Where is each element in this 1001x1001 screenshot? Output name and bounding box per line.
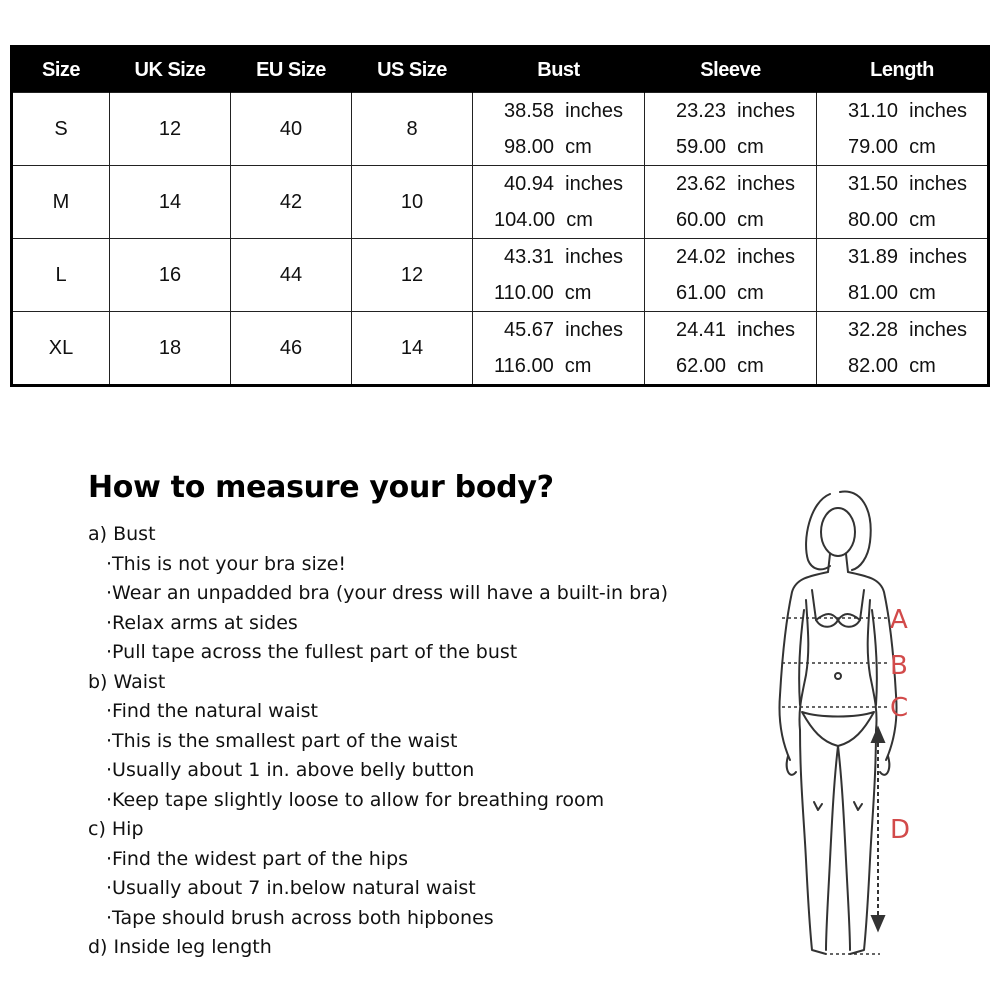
length-inches: 31.50 inches — [848, 173, 967, 195]
header-length: Length — [817, 47, 989, 93]
sleeve-cm: 60.00 cm — [676, 209, 764, 231]
cell-us-size: 14 — [352, 312, 473, 386]
bust-inches: 38.58 inches — [504, 100, 623, 122]
table-row — [12, 239, 989, 312]
cell-size: XL — [12, 312, 110, 386]
cell-bust — [473, 166, 645, 239]
inside-leg-arrow — [872, 728, 884, 930]
table-row — [12, 93, 989, 166]
cell-bust — [473, 312, 645, 386]
header-sleeve: Sleeve — [645, 47, 817, 93]
cell-size: S — [12, 93, 110, 166]
sleeve-inches: 24.41 inches — [676, 319, 795, 341]
bust-cm: 104.00 cm — [494, 209, 593, 231]
sleeve-cm: 62.00 cm — [676, 355, 764, 377]
cell-sleeve — [645, 93, 817, 166]
cell-sleeve — [645, 312, 817, 386]
cell-us-size: 10 — [352, 166, 473, 239]
list-item: ·Pull tape across the fullest part of the bust — [106, 641, 518, 663]
length-inches: 31.10 inches — [848, 100, 967, 122]
cell-us-size: 8 — [352, 93, 473, 166]
guide-title: How to measure your body? — [88, 470, 554, 505]
cell-size: M — [12, 166, 110, 239]
length-cm: 79.00 cm — [848, 136, 936, 158]
cell-bust — [473, 93, 645, 166]
cell-length — [817, 239, 989, 312]
table-row — [12, 166, 989, 239]
cell-eu-size: 40 — [231, 93, 352, 166]
table-row — [12, 312, 989, 386]
list-item: ·Usually about 7 in.below natural waist — [106, 877, 476, 899]
cell-uk-size: 18 — [110, 312, 231, 386]
cell-bust — [473, 239, 645, 312]
guide-section-waist: b) Waist — [88, 670, 166, 693]
header-us-size: US Size — [352, 47, 473, 93]
cell-eu-size: 44 — [231, 239, 352, 312]
cell-sleeve — [645, 166, 817, 239]
sleeve-inches: 23.23 inches — [676, 100, 795, 122]
label-a: A — [890, 605, 908, 635]
label-d: D — [890, 815, 911, 845]
sleeve-cm: 59.00 cm — [676, 136, 764, 158]
length-cm: 81.00 cm — [848, 282, 936, 304]
cell-length — [817, 166, 989, 239]
guide-section-hip: c) Hip — [88, 818, 144, 840]
list-item: ·This is the smallest part of the waist — [106, 729, 458, 752]
bust-inches: 43.31 inches — [504, 246, 623, 268]
length-inches: 31.89 inches — [848, 246, 967, 268]
header-size: Size — [12, 47, 110, 93]
bust-inches: 40.94 inches — [504, 173, 623, 195]
body-measurement-figure — [760, 480, 960, 970]
list-item: ·This is not your bra size! — [106, 552, 347, 575]
label-c: C — [890, 693, 909, 723]
cell-us-size: 12 — [352, 239, 473, 312]
list-item: ·Wear an unpadded bra (your dress will have a built-in bra) — [106, 582, 669, 604]
length-cm: 80.00 cm — [848, 209, 936, 231]
cell-length — [817, 93, 989, 166]
guide-list — [88, 520, 768, 963]
cell-sleeve — [645, 239, 817, 312]
list-item: ·Relax arms at sides — [106, 611, 298, 634]
sleeve-inches: 24.02 inches — [676, 246, 795, 268]
cell-uk-size: 14 — [110, 166, 231, 239]
list-item: ·Find the widest part of the hips — [106, 847, 409, 870]
header-bust: Bust — [473, 47, 645, 93]
header-uk-size: UK Size — [110, 47, 231, 93]
cell-uk-size: 12 — [110, 93, 231, 166]
length-cm: 82.00 cm — [848, 355, 936, 377]
bust-cm: 98.00 cm — [504, 136, 592, 158]
measuring-guide — [88, 466, 768, 963]
list-item: ·Usually about 1 in. above belly button — [106, 759, 475, 781]
cell-size: L — [12, 239, 110, 312]
guide-section-bust: a) Bust — [88, 523, 156, 545]
cell-uk-size: 16 — [110, 239, 231, 312]
length-inches: 32.28 inches — [848, 319, 967, 341]
list-item: ·Keep tape slightly loose to allow for breathing room — [106, 788, 605, 811]
cell-eu-size: 42 — [231, 166, 352, 239]
sleeve-inches: 23.62 inches — [676, 173, 795, 195]
bust-cm: 110.00 cm — [494, 282, 592, 304]
sleeve-cm: 61.00 cm — [676, 282, 764, 304]
list-item: ·Tape should brush across both hipbones — [106, 906, 494, 929]
cell-eu-size: 46 — [231, 312, 352, 386]
list-item: ·Find the natural waist — [106, 700, 318, 722]
header-eu-size: EU Size — [231, 47, 352, 93]
bust-cm: 116.00 cm — [494, 355, 592, 377]
label-b: B — [890, 651, 908, 681]
cell-length — [817, 312, 989, 386]
guide-section-inside-leg: d) Inside leg length — [88, 936, 272, 958]
size-chart-header — [12, 47, 989, 93]
size-chart-table — [10, 45, 990, 387]
bust-inches: 45.67 inches — [504, 319, 623, 341]
